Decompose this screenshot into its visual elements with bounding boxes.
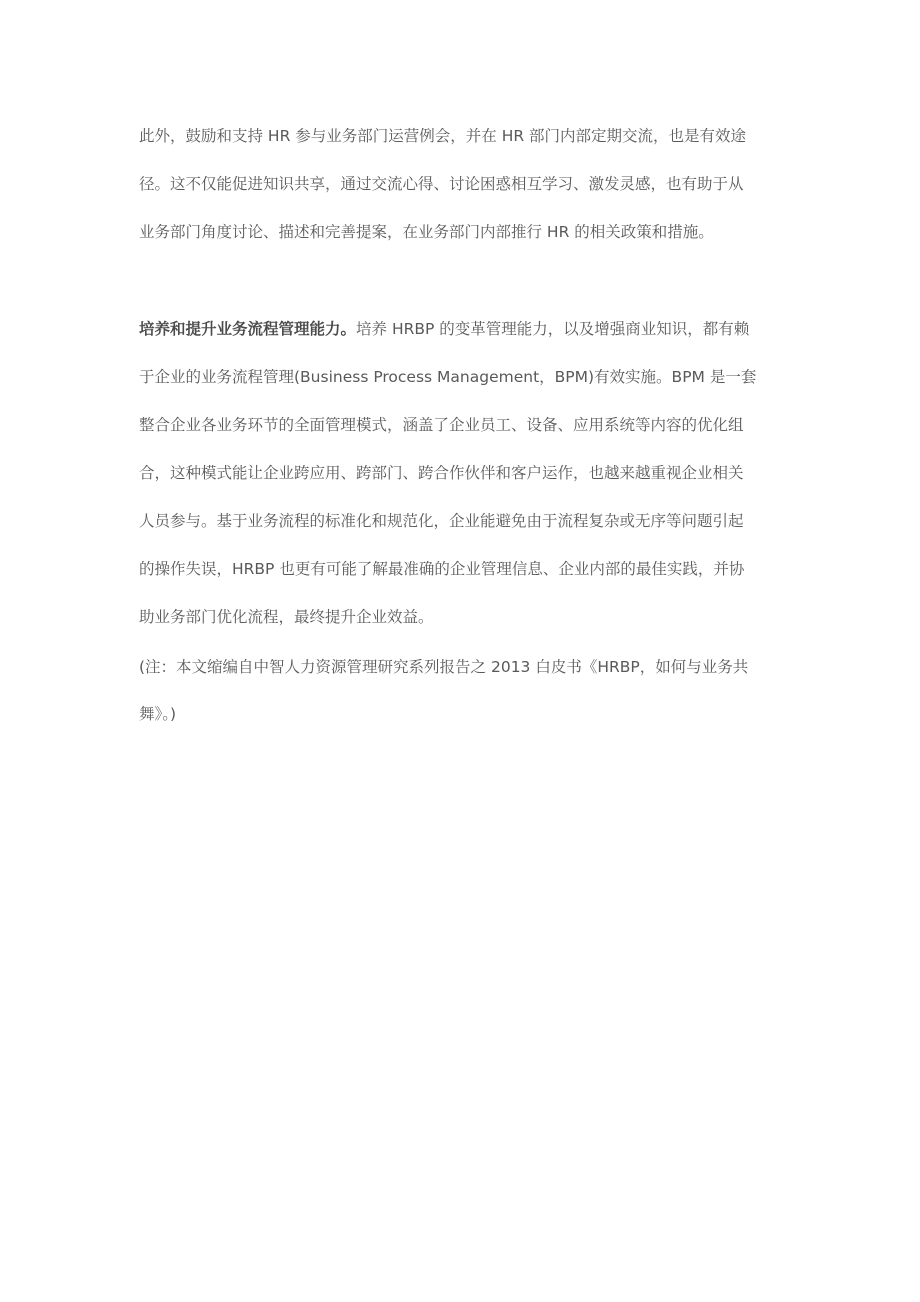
paragraph-1-line-1: 此外，鼓励和支持 HR 参与业务部门运营例会，并在 HR 部门内部定期交流，也是有效途 bbox=[139, 127, 747, 145]
paragraph-2-line-3: 整合企业各业务环节的全面管理模式，涵盖了企业员工、设备、应用系统等内容的优化组 bbox=[139, 416, 744, 434]
paragraph-2-line-2: 于企业的业务流程管理(Business Process Management，BPM)有效实施。BPM 是一套 bbox=[139, 368, 757, 386]
paragraph-2-line-1-rest: 培养 HRBP 的变革管理能力，以及增强商业知识，都有赖 bbox=[356, 320, 750, 338]
paragraph-2-line-6: 的操作失误，HRBP 也更有可能了解最准确的企业管理信息、企业内部的最佳实践，并协 bbox=[139, 560, 745, 578]
note-line-2: 舞》。) bbox=[139, 705, 177, 723]
note-line-1: (注：本文缩编自中智人力资源管理研究系列报告之 2013 白皮书《HRBP，如何与业务共 bbox=[139, 658, 749, 676]
paragraph-1-line-2: 径。这不仅能促进知识共享，通过交流心得、讨论困惑相互学习、激发灵感，也有助于从 bbox=[139, 175, 744, 193]
paragraph-2-line-5: 人员参与。基于业务流程的标准化和规范化，企业能避免由于流程复杂或无序等问题引起 bbox=[139, 512, 744, 530]
paragraph-2-line-7: 助业务部门优化流程，最终提升企业效益。 bbox=[139, 608, 434, 626]
paragraph-1-line-3: 业务部门角度讨论、描述和完善提案，在业务部门内部推行 HR 的相关政策和措施。 bbox=[139, 223, 714, 241]
paragraph-2-heading: 培养和提升业务流程管理能力。 bbox=[139, 320, 357, 338]
paragraph-2-line-1 bbox=[139, 317, 789, 341]
paragraph-2-line-4: 合，这种模式能让企业跨应用、跨部门、跨合作伙伴和客户运作，也越来越重视企业相关 bbox=[139, 464, 744, 482]
